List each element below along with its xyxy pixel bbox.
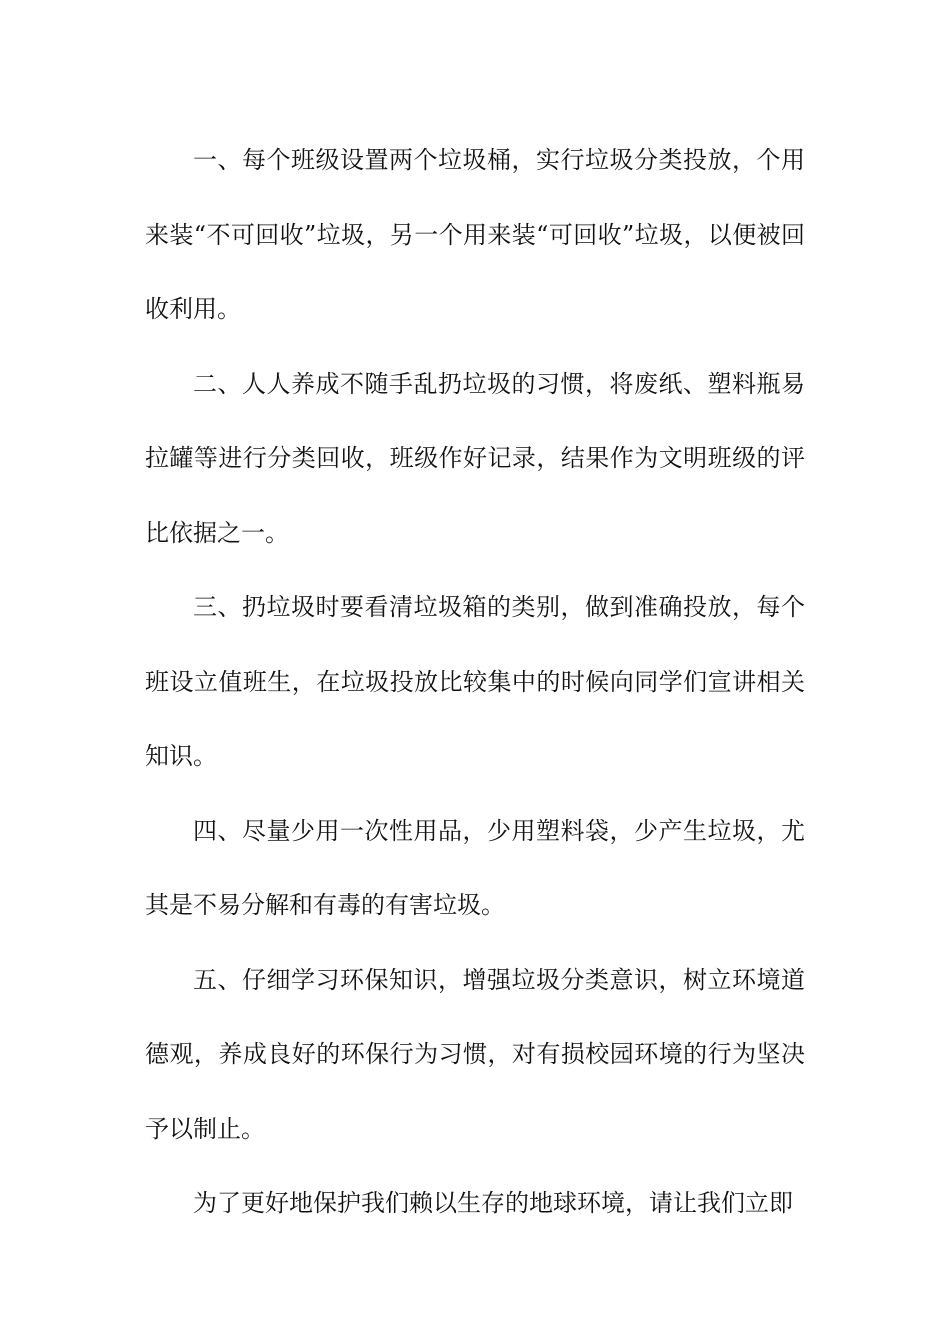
paragraph-item-3: 三、扔垃圾时要看清垃圾箱的类别，做到准确投放，每个班设立值班生，在垃圾投放比较集中的时候向同学们宣讲相关知识。 [145,593,805,770]
paragraph-item-2: 二、人人养成不随手乱扔垃圾的习惯，将废纸、塑料瓶易拉罐等进行分类回收，班级作好记录，结果作为文明班级的评比依据之一。 [145,369,805,547]
paragraph-item-5: 五、仔细学习环保知识，增强垃圾分类意识，树立环境道德观，养成良好的环保行为习惯，对有损校园环境的行为坚决予以制止。 [145,965,805,1143]
paragraph-item-4: 四、尽量少用一次性用品，少用塑料袋，少产生垃圾，尤其是不易分解和有毒的有害垃圾。 [145,816,805,919]
paragraph-item-1: 一、每个班级设置两个垃圾桶，实行垃圾分类投放，个用来装“不可回收”垃圾，另一个用来装“可回收”垃圾，以便被回收利用。 [145,146,805,323]
document-body [145,123,805,1241]
paragraph-item-6: 为了更好地保护我们赖以生存的地球环境，请让我们立即 [193,1189,793,1217]
